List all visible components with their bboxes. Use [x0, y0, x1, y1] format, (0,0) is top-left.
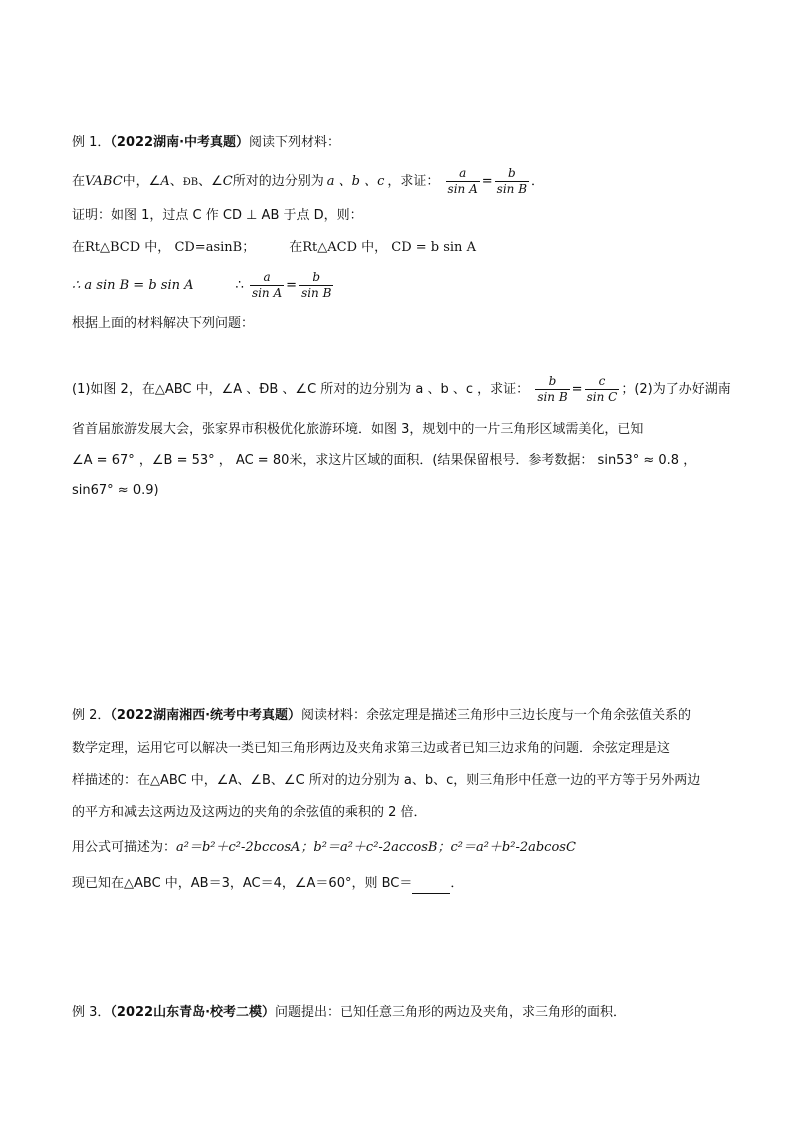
example-1-label: 例 1 — [72, 135, 98, 150]
example-1-source: （2022湖南·中考真题） — [110, 135, 250, 150]
example-1-task: 根据上面的材料解决下列问题： — [72, 316, 255, 331]
example-2-line2: 数学定理，运用它可以解决一类已知三角形两边及夹角求第三边或者已知三边求角的问题．余弦定理是这 — [72, 741, 671, 756]
conclusion-fraction-b: $\frac{b}{\text{sin B}}$ — [301, 270, 332, 300]
example-2-line1: 例 2．（2022湖南湘西·统考中考真题）阅读材料：余弦定理是描述三角形中三边长度与一个角余弦值关系的 — [72, 708, 692, 723]
example-2-line3: 样描述的：在△ABC 中，∠A、∠B、∠C 所对的边分别为 a、b、c，则三角形中任意一边的平方等于另外两边 — [72, 773, 701, 788]
q1-fraction-b: $\frac{b}{\text{sin B}}$ — [537, 374, 568, 404]
answer-blank — [412, 879, 450, 894]
example-2-line4: 的平方和减去这两边及这两边的夹角的余弦值的乘积的 2 倍． — [72, 805, 427, 820]
example-2-label: 例 2 — [72, 708, 98, 723]
example-1-question-2-line3: ∠A = 67° ，∠B = 53° ， AC = 80米，求这片区域的面积．(结果保留根号．参考数据： sin53° ≈ 0.8 ， — [72, 453, 697, 468]
conclusion-fraction-a: $\frac{a}{\text{sin A}}$ — [251, 270, 283, 300]
example-3-label: 例 3 — [72, 1005, 98, 1020]
example-1-rt-lines: 在Rt△BCD 中， CD=asinB； 在Rt△ACD 中， CD = b sin A — [72, 240, 476, 255]
example-1-statement: 在VABC中，∠A、ÐB、∠C所对的边分别为 a 、b 、c ，求证： $\frac{a}{\text{sin A}}$ = $\frac{b}{\text{sin B}}$ ． — [72, 166, 545, 196]
example-1-header: 例 1．（2022湖南·中考真题）阅读下列材料： — [72, 135, 341, 150]
example-2-source: （2022湖南湘西·统考中考真题） — [110, 708, 302, 723]
example-1-question-1: (1)如图 2，在△ABC 中，∠A 、ÐB 、∠C 所对的边分别为 a 、b 、c ，求证： $\frac{b}{\text{sin B}}$ = $\frac{c}{\text{sin C}}$ ；(2)为了办好湖南 — [72, 374, 731, 404]
example-3-source: （2022山东青岛·校考二模） — [110, 1005, 276, 1020]
example-1-question-2-line4: sin67° ≈ 0.9) — [72, 483, 159, 498]
example-1-question-2-line2: 省首届旅游发展大会，张家界市积极优化旅游环境．如图 3，规划中的一片三角形区域需美化，已知 — [72, 422, 644, 437]
example-2-given: 现已知在△ABC 中，AB＝3，AC＝4，∠A＝60°，则 BC＝ ． — [72, 874, 463, 894]
q1-fraction-c: $\frac{c}{\text{sin C}}$ — [586, 374, 618, 404]
example-1-conclusion: ∴ a sin B = b sin A ∴ $\frac{a}{\text{sin A}}$ = $\frac{b}{\text{sin B}}$ — [72, 270, 332, 300]
example-1-intro: 阅读下列材料： — [249, 135, 341, 150]
example-3-line: 例 3．（2022山东青岛·校考二模）问题提出：已知任意三角形的两边及夹角，求三角形的面积． — [72, 1005, 627, 1020]
example-2-formula: 用公式可描述为：a²＝b²＋c²-2bccosA；b²＝a²＋c²-2accosB；c²＝a²＋b²-2abcosC — [72, 840, 576, 855]
fraction-a-over-sinA: $\frac{a}{\text{sin A}}$ — [447, 166, 478, 196]
example-1-proof: 证明：如图 1，过点 C 作 CD ⊥ AB 于点 D，则： — [72, 208, 363, 223]
fraction-b-over-sinB: $\frac{b}{\text{sin B}}$ — [496, 166, 528, 196]
